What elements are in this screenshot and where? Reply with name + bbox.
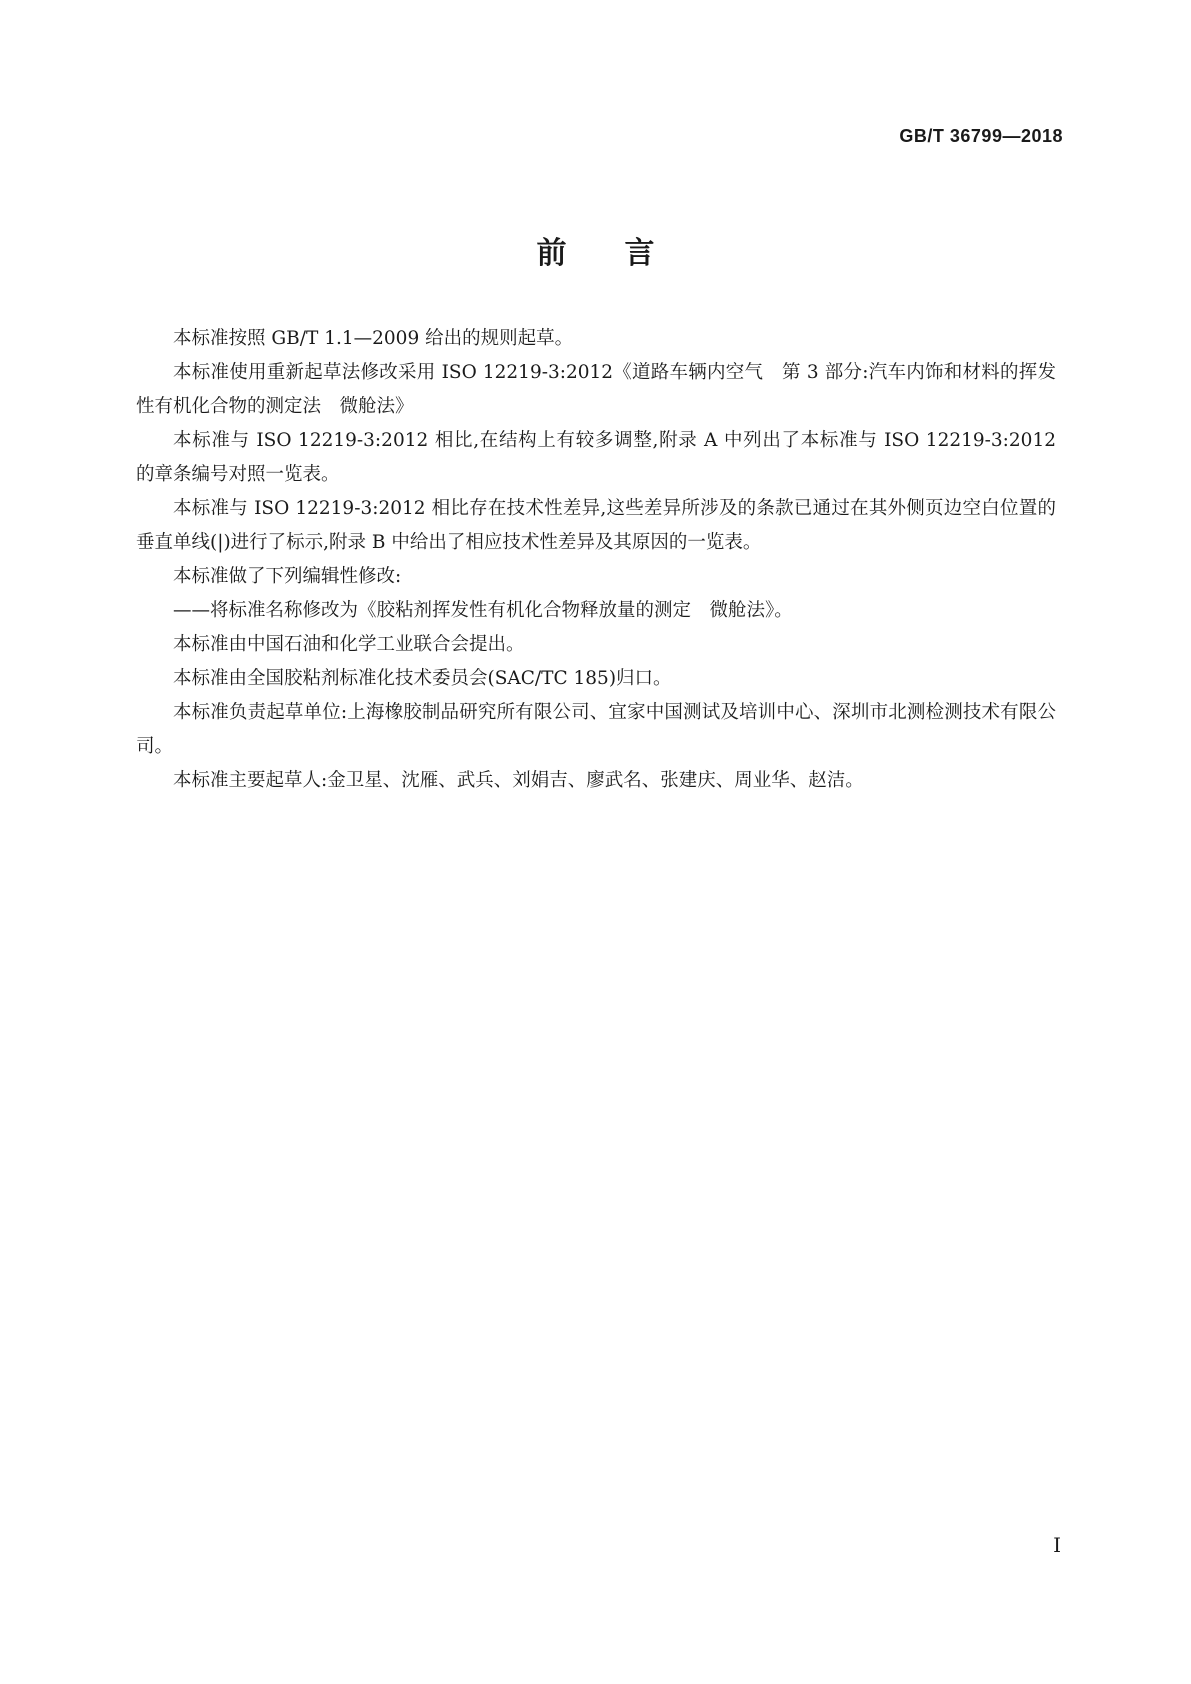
paragraph-adoption-method: 本标准使用重新起草法修改采用 ISO 12219-3:2012《道路车辆内空气 第 3 部分:汽车内饰和材料的挥发性有机化合物的测定法 微舱法》 (136, 362, 1056, 417)
paragraph-structure-changes: 本标准与 ISO 12219-3:2012 相比,在结构上有较多调整,附录 A 中列出了本标准与 ISO 12219-3:2012 的章条编号对照一览表。 (136, 430, 1056, 485)
paragraph-drafters: 本标准主要起草人:金卫星、沈雁、武兵、刘娟吉、廖武名、张建庆、周业华、赵洁。 (173, 770, 864, 791)
paragraph-editorial-changes: 本标准做了下列编辑性修改: (173, 566, 402, 587)
paragraph-proposer: 本标准由中国石油和化学工业联合会提出。 (173, 634, 525, 655)
paragraph-name-change: ——将标准名称修改为《胶粘剂挥发性有机化合物释放量的测定 微舱法》。 (173, 600, 793, 621)
paragraph-drafting-rules: 本标准按照 GB/T 1.1—2009 给出的规则起草。 (173, 328, 574, 349)
foreword-body (136, 322, 1056, 798)
page-title: 前言 (536, 236, 713, 271)
standard-code: GB/T 36799—2018 (899, 126, 1063, 146)
paragraph-committee: 本标准由全国胶粘剂标准化技术委员会(SAC/TC 185)归口。 (173, 668, 672, 689)
paragraph-technical-differences: 本标准与 ISO 12219-3:2012 相比存在技术性差异,这些差异所涉及的条款已通过在其外侧页边空白位置的垂直单线(|)进行了标示,附录 B 中给出了相应技术性差异及其原因的一览表。 (136, 498, 1056, 553)
page-number: I (1053, 1533, 1061, 1557)
paragraph-drafting-units: 本标准负责起草单位:上海橡胶制品研究所有限公司、宜家中国测试及培训中心、深圳市北测检测技术有限公司。 (136, 702, 1056, 757)
